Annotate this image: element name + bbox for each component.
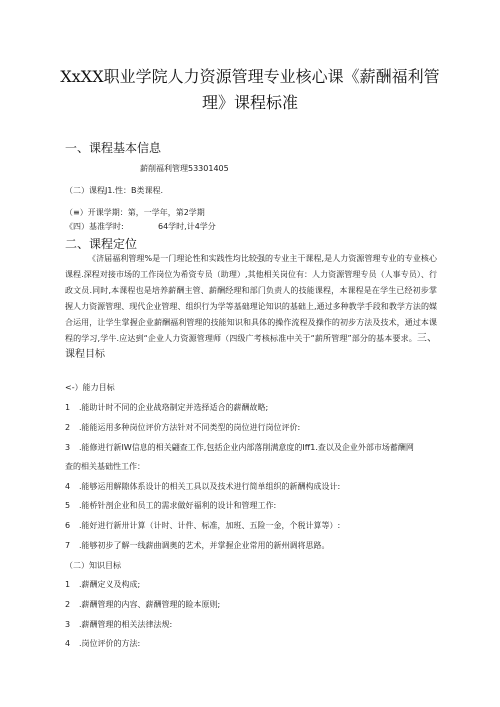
list-item — [65, 498, 445, 514]
list-item-text: .能能运用多种岗位评价方法针对不同类型的岗位进行岗位评价: — [79, 423, 301, 432]
section-heading-goals: 三、课程目标 — [65, 333, 438, 360]
list-item — [65, 597, 445, 613]
course-name-code: 薪削福利管理53301405 — [140, 164, 229, 173]
list-item-text: .能够运用解隙体系设计的相关工具以及技术进行简单组织的新酬构成设计: — [79, 482, 341, 491]
list-item-number: 1 — [65, 580, 71, 589]
title-line-2: 理》课程标准 — [201, 93, 298, 112]
ability-goals-heading: <-）能力目标 — [65, 383, 115, 392]
title-line-1: XxXX职业学院人力资源管理专业核心课《薪酬福利管 — [60, 67, 440, 86]
list-item-continuation — [65, 459, 445, 475]
section-heading-positioning: 二、课程定位 — [65, 237, 138, 251]
hours-label: 《四）基准学时: — [65, 222, 124, 231]
semester-info: （≡）开课学期：第，一学年，第2学期 — [65, 208, 205, 217]
list-item — [65, 636, 445, 652]
list-item — [65, 420, 445, 436]
knowledge-goals-heading: （二）知识目标 — [65, 561, 121, 570]
list-item-number: 2 — [65, 423, 71, 432]
list-item — [65, 518, 445, 534]
document-title — [50, 64, 450, 116]
list-item — [65, 538, 445, 554]
list-item-number: 5 — [65, 501, 71, 510]
list-item-text: .能好进行新卅计算（计时、计件、标准，加班、五险一金，个税计算等）: — [79, 521, 341, 530]
hours-value: 64学时,计4学分 — [158, 222, 216, 231]
section-heading-basic-info: 一、课程基本信息 — [65, 141, 162, 155]
positioning-text: 《济届福利管理%是一门理论性和实践性均比较强的专业主干课程,是人力资源管理专业的专业核心课程.深程对接市场的工作岗位为希资专员（助理）,其他相关岗位有：人力资源管理专员（人事专员）、行政文员.同时,本课程也是培养薪酬主管、薪酬经理和部门负责人的技能课程，本课程是在学生已经初步掌握人力资源管理、现代企业管理、组织行为学等基础理论知识的基础上,通过多种教学手段和教学方法的媒合运用，让学生掌握企业薪酬福利管理的技能知识和具体的操作流程及操作的初步方法及技术，通过本课程的学习,学牛.应达到“企业人力资源管理师（四级广考核标准中关于“薪所管理”部分的基本要求。 — [65, 254, 437, 343]
list-item — [65, 577, 445, 593]
list-item-text: .能助计时不同的企业战珞制定并选择适合的薪酬故略; — [79, 403, 269, 412]
list-item-number: 1 — [65, 403, 71, 412]
list-item-text: .薪酬管理的内容、薪酬管理的睑本原则; — [79, 600, 221, 609]
list-item-text: .薪酬定义及构成; — [79, 580, 141, 589]
list-item-number: 4 — [65, 639, 71, 648]
list-item-number: 6 — [65, 521, 71, 530]
list-item-number: 7 — [65, 541, 71, 550]
list-item-text: .薪酬管理的相关法律法规: — [79, 620, 173, 629]
list-item — [65, 400, 445, 416]
list-item — [65, 617, 445, 633]
list-item-text: 查的相关基础性工作： — [65, 462, 145, 471]
list-item-number: 3 — [65, 443, 71, 452]
course-nature: （二）课程J1.性：B类课程. — [65, 186, 164, 195]
list-item-text: .能桥针剖企业和员工的需求做好福利的设计和管理工作: — [79, 501, 277, 510]
list-item-number: 4 — [65, 482, 71, 491]
list-item-number: 3 — [65, 620, 71, 629]
list-item-text: .岗位评价的方法: — [79, 639, 141, 648]
list-item-number: 2 — [65, 600, 71, 609]
list-item — [65, 440, 445, 456]
list-item — [65, 479, 445, 495]
list-item-text: .能够初步了解一线薪曲调奥的艺术，并掌握企业常用的新州调将思路。 — [79, 541, 330, 550]
list-item-text: .能修进行新IW信息的相关翩查工作,包括企业内部落削满意度的Iff1.查以及企业外部市场蓄酬网 — [79, 443, 414, 452]
positioning-paragraph — [65, 251, 437, 363]
